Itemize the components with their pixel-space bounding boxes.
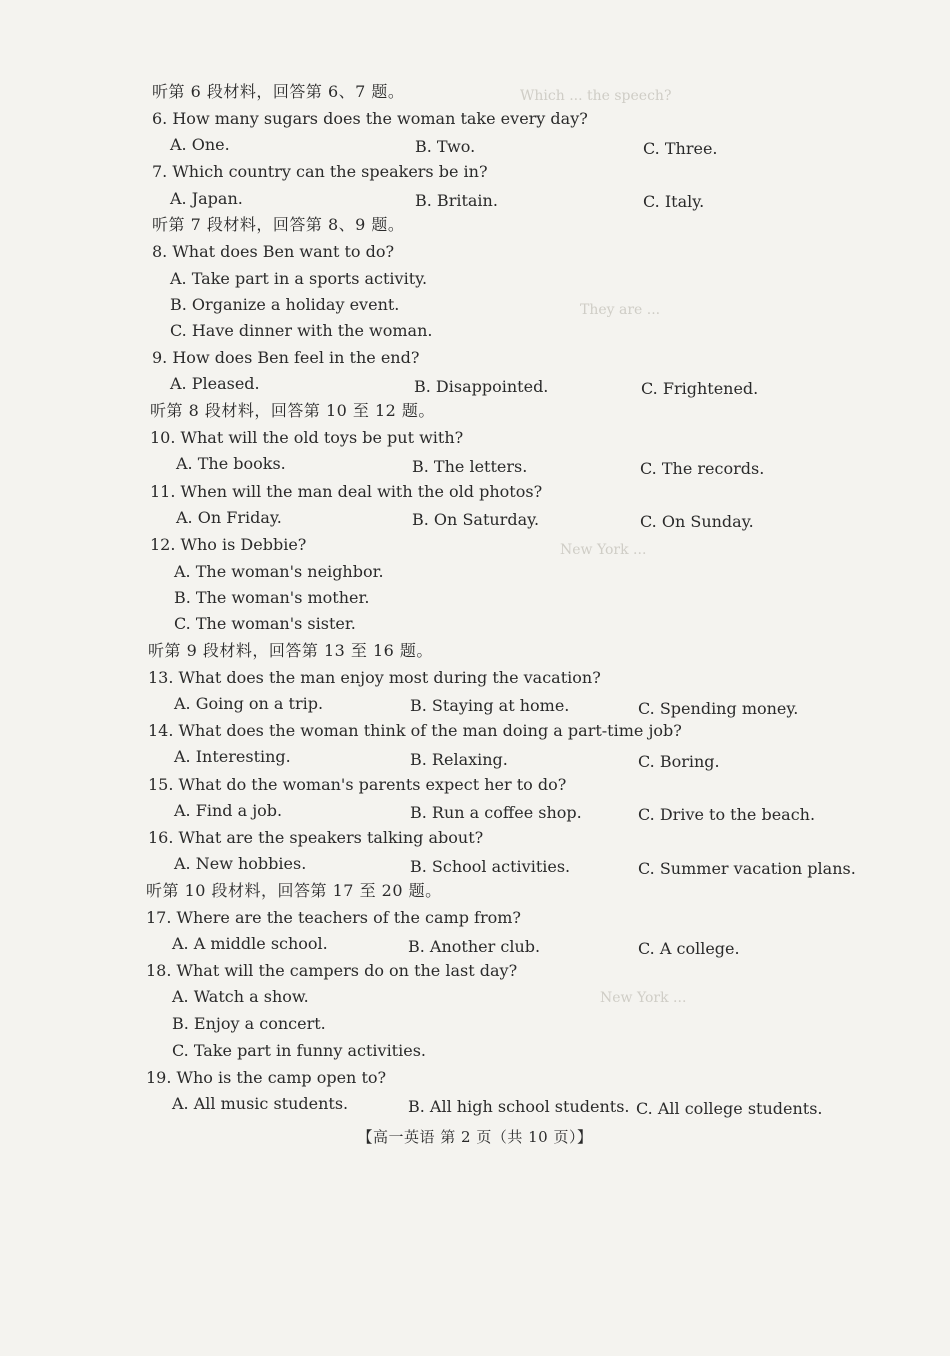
section-heading-9: 听第 9 段材料，回答第 13 至 16 题。 — [148, 641, 433, 660]
option-13c: C. Spending money. — [638, 699, 799, 718]
option-15a: A. Find a job. — [174, 801, 283, 820]
option-10a: A. The books. — [176, 454, 286, 473]
section-heading-7: 听第 7 段材料，回答第 8、9 题。 — [152, 215, 405, 234]
option-8a: A. Take part in a sports activity. — [170, 269, 428, 288]
option-17a: A. A middle school. — [172, 934, 328, 953]
option-14b: B. Relaxing. — [410, 750, 508, 769]
option-19b: B. All high school students. — [408, 1097, 630, 1116]
bleed-through-text: New York ... — [560, 542, 647, 558]
question-14: 14. What does the woman think of the man doing a part-time job? — [148, 721, 682, 740]
question-7: 7. Which country can the speakers be in? — [152, 162, 488, 181]
bleed-through-text: They are ... — [580, 302, 661, 318]
question-12: 12. Who is Debbie? — [150, 535, 307, 554]
option-8c: C. Have dinner with the woman. — [170, 321, 433, 340]
option-18c: C. Take part in funny activities. — [172, 1041, 426, 1060]
option-12b: B. The woman's mother. — [174, 588, 370, 607]
option-18a: A. Watch a show. — [172, 987, 309, 1006]
bleed-through-text: Which ... the speech? — [520, 88, 672, 104]
option-10b: B. The letters. — [412, 457, 528, 476]
option-9b: B. Disappointed. — [414, 377, 549, 396]
question-19: 19. Who is the camp open to? — [146, 1068, 387, 1087]
option-9a: A. Pleased. — [170, 374, 260, 393]
option-18b: B. Enjoy a concert. — [172, 1014, 326, 1033]
option-17c: C. A college. — [638, 939, 740, 958]
question-8: 8. What does Ben want to do? — [152, 242, 395, 261]
question-15: 15. What do the woman's parents expect her to do? — [148, 775, 567, 794]
option-19c: C. All college students. — [636, 1099, 823, 1118]
option-6c: C. Three. — [643, 139, 718, 158]
option-12a: A. The woman's neighbor. — [174, 562, 384, 581]
question-10: 10. What will the old toys be put with? — [150, 428, 464, 447]
option-6b: B. Two. — [415, 137, 476, 156]
option-10c: C. The records. — [640, 459, 765, 478]
option-8b: B. Organize a holiday event. — [170, 295, 400, 314]
option-9c: C. Frightened. — [641, 379, 759, 398]
question-13: 13. What does the man enjoy most during the vacation? — [148, 668, 601, 687]
question-6: 6. How many sugars does the woman take every day? — [152, 109, 588, 128]
question-11: 11. When will the man deal with the old photos? — [150, 482, 543, 501]
question-18: 18. What will the campers do on the last day? — [146, 961, 518, 980]
option-14c: C. Boring. — [638, 752, 720, 771]
option-7c: C. Italy. — [643, 192, 705, 211]
question-16: 16. What are the speakers talking about? — [148, 828, 484, 847]
option-11c: C. On Sunday. — [640, 512, 754, 531]
option-14a: A. Interesting. — [174, 747, 291, 766]
section-heading-6: 听第 6 段材料，回答第 6、7 题。 — [152, 82, 405, 101]
option-16c: C. Summer vacation plans. — [638, 859, 856, 878]
option-11b: B. On Saturday. — [412, 510, 540, 529]
section-heading-8: 听第 8 段材料，回答第 10 至 12 题。 — [150, 401, 435, 420]
option-12c: C. The woman's sister. — [174, 614, 356, 633]
option-13b: B. Staying at home. — [410, 696, 570, 715]
section-heading-10: 听第 10 段材料，回答第 17 至 20 题。 — [146, 881, 442, 900]
question-9: 9. How does Ben feel in the end? — [152, 348, 420, 367]
option-11a: A. On Friday. — [176, 508, 282, 527]
option-7b: B. Britain. — [415, 191, 498, 210]
option-15b: B. Run a coffee shop. — [410, 803, 582, 822]
option-7a: A. Japan. — [170, 189, 243, 208]
bleed-through-text: New York ... — [600, 990, 687, 1006]
option-13a: A. Going on a trip. — [174, 694, 324, 713]
page-footer: 【高一英语 第 2 页（共 10 页）】 — [357, 1128, 593, 1146]
option-15c: C. Drive to the beach. — [638, 805, 816, 824]
option-17b: B. Another club. — [408, 937, 541, 956]
option-16a: A. New hobbies. — [174, 854, 307, 873]
option-6a: A. One. — [170, 135, 230, 154]
option-16b: B. School activities. — [410, 857, 571, 876]
question-17: 17. Where are the teachers of the camp from? — [146, 908, 521, 927]
option-19a: A. All music students. — [172, 1094, 349, 1113]
